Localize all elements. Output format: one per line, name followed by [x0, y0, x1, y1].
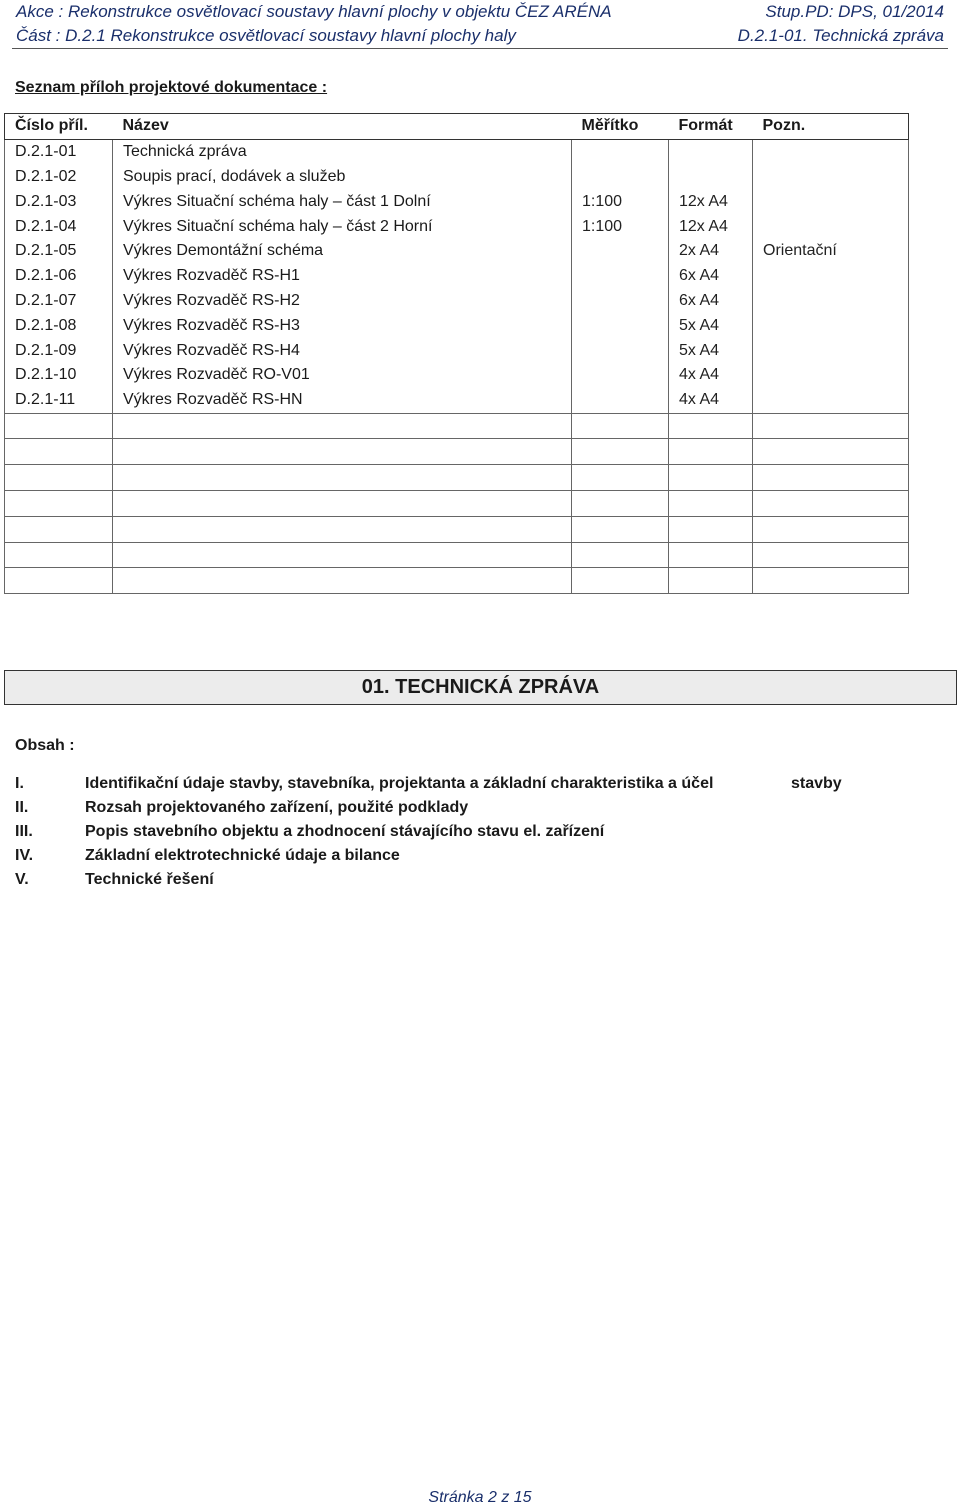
- contents-item-number: II.: [15, 799, 29, 816]
- cell-scale: [572, 239, 669, 264]
- empty-table-row: [5, 439, 909, 465]
- cell-format: 4x A4: [669, 388, 753, 413]
- empty-cell: [5, 490, 113, 516]
- cell-format: 12x A4: [669, 214, 753, 239]
- empty-cell: [113, 465, 572, 491]
- cell-scale: [572, 289, 669, 314]
- cell-num: D.2.1-02: [5, 165, 113, 190]
- cell-num: D.2.1-05: [5, 239, 113, 264]
- document-id: D.2.1-01. Technická zpráva: [737, 26, 944, 45]
- contents-item: [15, 844, 915, 868]
- cell-num: D.2.1-08: [5, 313, 113, 338]
- empty-cell: [669, 413, 753, 439]
- empty-table-row: [5, 490, 909, 516]
- cell-scale: [572, 388, 669, 413]
- empty-cell: [5, 516, 113, 542]
- cell-name: Výkres Rozvaděč RO-V01: [113, 363, 572, 388]
- column-header-format: Formát: [669, 114, 753, 140]
- cell-note: [753, 214, 909, 239]
- contents-item-text: Základní elektrotechnické údaje a bilance: [85, 847, 400, 864]
- empty-cell: [753, 439, 909, 465]
- empty-cell: [669, 542, 753, 568]
- column-header-note: Pozn.: [753, 114, 909, 140]
- contents-item-number: III.: [15, 823, 33, 840]
- cell-note: Orientační: [753, 239, 909, 264]
- empty-table-row: [5, 542, 909, 568]
- cell-scale: [572, 313, 669, 338]
- contents-item-text: Identifikační údaje stavby, stavebníka, projektanta a základní charakteristika a účel: [85, 775, 714, 792]
- table-row: [5, 313, 909, 338]
- cell-format: 5x A4: [669, 313, 753, 338]
- contents-item-extra: stavby: [791, 775, 842, 792]
- cell-format: 6x A4: [669, 264, 753, 289]
- empty-cell: [669, 465, 753, 491]
- empty-cell: [572, 490, 669, 516]
- cell-format: [669, 165, 753, 190]
- table-row: [5, 363, 909, 388]
- cell-scale: [572, 264, 669, 289]
- contents-item-text: Popis stavebního objektu a zhodnocení stávajícího stavu el. zařízení: [85, 823, 605, 840]
- table-row: [5, 264, 909, 289]
- contents-item-number: V.: [15, 871, 29, 888]
- empty-cell: [5, 465, 113, 491]
- section-title: 01. TECHNICKÁ ZPRÁVA: [361, 676, 600, 698]
- empty-cell: [572, 542, 669, 568]
- cell-format: 4x A4: [669, 363, 753, 388]
- cell-note: [753, 264, 909, 289]
- table-row: [5, 289, 909, 314]
- empty-cell: [753, 568, 909, 594]
- empty-cell: [572, 413, 669, 439]
- empty-cell: [113, 439, 572, 465]
- cell-name: Výkres Demontážní schéma: [113, 239, 572, 264]
- project-stage: Stup.PD: DPS, 01/2014: [765, 2, 944, 21]
- cell-name: Výkres Rozvaděč RS-H1: [113, 264, 572, 289]
- cell-note: [753, 338, 909, 363]
- empty-cell: [5, 542, 113, 568]
- cell-num: D.2.1-01: [5, 139, 113, 164]
- table-header-row: [5, 114, 909, 140]
- table-row: [5, 139, 909, 164]
- cell-name: Technická zpráva: [113, 139, 572, 164]
- table-row: [5, 239, 909, 264]
- empty-cell: [669, 568, 753, 594]
- contents-list: [15, 772, 915, 892]
- cell-name: Výkres Rozvaděč RS-H4: [113, 338, 572, 363]
- empty-cell: [5, 568, 113, 594]
- header-divider: [12, 48, 948, 49]
- cell-name: Výkres Situační schéma haly – část 2 Horní: [113, 214, 572, 239]
- column-header-name: Název: [113, 114, 572, 140]
- empty-cell: [669, 516, 753, 542]
- empty-cell: [113, 542, 572, 568]
- empty-cell: [113, 413, 572, 439]
- cell-num: D.2.1-04: [5, 214, 113, 239]
- empty-cell: [753, 542, 909, 568]
- cell-note: [753, 313, 909, 338]
- cell-scale: 1:100: [572, 214, 669, 239]
- page-number: Stránka 2 z 15: [428, 1489, 532, 1506]
- cell-num: D.2.1-11: [5, 388, 113, 413]
- attachments-table: [4, 113, 909, 594]
- project-name: Akce : Rekonstrukce osvětlovací soustavy hlavní plochy v objektu ČEZ ARÉNA: [16, 2, 612, 21]
- cell-format: 6x A4: [669, 289, 753, 314]
- contents-item-text: Technické řešení: [85, 871, 214, 888]
- table-row: [5, 338, 909, 363]
- contents-item: [15, 868, 915, 892]
- cell-name: Výkres Rozvaděč RS-H3: [113, 313, 572, 338]
- contents-label: Obsah :: [15, 737, 75, 754]
- cell-format: [669, 139, 753, 164]
- cell-num: D.2.1-07: [5, 289, 113, 314]
- cell-name: Soupis prací, dodávek a služeb: [113, 165, 572, 190]
- cell-scale: [572, 338, 669, 363]
- contents-item: [15, 796, 915, 820]
- empty-cell: [572, 568, 669, 594]
- cell-scale: [572, 165, 669, 190]
- cell-num: D.2.1-03: [5, 189, 113, 214]
- cell-scale: 1:100: [572, 189, 669, 214]
- empty-table-row: [5, 568, 909, 594]
- project-part: Část : D.2.1 Rekonstrukce osvětlovací soustavy hlavní plochy haly: [16, 26, 516, 45]
- cell-format: 2x A4: [669, 239, 753, 264]
- cell-format: 5x A4: [669, 338, 753, 363]
- contents-item: [15, 820, 915, 844]
- cell-note: [753, 289, 909, 314]
- empty-cell: [572, 516, 669, 542]
- cell-num: D.2.1-06: [5, 264, 113, 289]
- cell-name: Výkres Situační schéma haly – část 1 Dolní: [113, 189, 572, 214]
- contents-item: [15, 772, 915, 796]
- cell-format: 12x A4: [669, 189, 753, 214]
- attachments-title: Seznam příloh projektové dokumentace :: [15, 79, 328, 96]
- contents-item-text: Rozsah projektovaného zařízení, použité podklady: [85, 799, 469, 816]
- cell-note: [753, 388, 909, 413]
- cell-name: Výkres Rozvaděč RS-H2: [113, 289, 572, 314]
- cell-num: D.2.1-09: [5, 338, 113, 363]
- cell-scale: [572, 139, 669, 164]
- cell-scale: [572, 363, 669, 388]
- empty-table-row: [5, 516, 909, 542]
- table-row: [5, 214, 909, 239]
- table-row: [5, 388, 909, 413]
- section-title-box: [4, 670, 957, 705]
- page-header-line-2: [16, 25, 944, 47]
- contents-item-number: I.: [15, 775, 24, 792]
- empty-cell: [5, 439, 113, 465]
- table-row: [5, 165, 909, 190]
- table-row: [5, 189, 909, 214]
- empty-cell: [753, 413, 909, 439]
- cell-name: Výkres Rozvaděč RS-HN: [113, 388, 572, 413]
- cell-note: [753, 363, 909, 388]
- empty-cell: [669, 439, 753, 465]
- cell-num: D.2.1-10: [5, 363, 113, 388]
- empty-cell: [753, 465, 909, 491]
- empty-cell: [113, 516, 572, 542]
- empty-cell: [669, 490, 753, 516]
- empty-cell: [753, 490, 909, 516]
- cell-note: [753, 189, 909, 214]
- cell-note: [753, 139, 909, 164]
- empty-cell: [572, 439, 669, 465]
- column-header-scale: Měřítko: [572, 114, 669, 140]
- cell-note: [753, 165, 909, 190]
- empty-table-row: [5, 465, 909, 491]
- empty-cell: [753, 516, 909, 542]
- column-header-number: Číslo příl.: [5, 114, 113, 140]
- empty-cell: [113, 568, 572, 594]
- empty-cell: [113, 490, 572, 516]
- empty-cell: [5, 413, 113, 439]
- empty-table-row: [5, 413, 909, 439]
- page-header-line-1: [16, 1, 944, 23]
- empty-cell: [572, 465, 669, 491]
- contents-item-number: IV.: [15, 847, 34, 864]
